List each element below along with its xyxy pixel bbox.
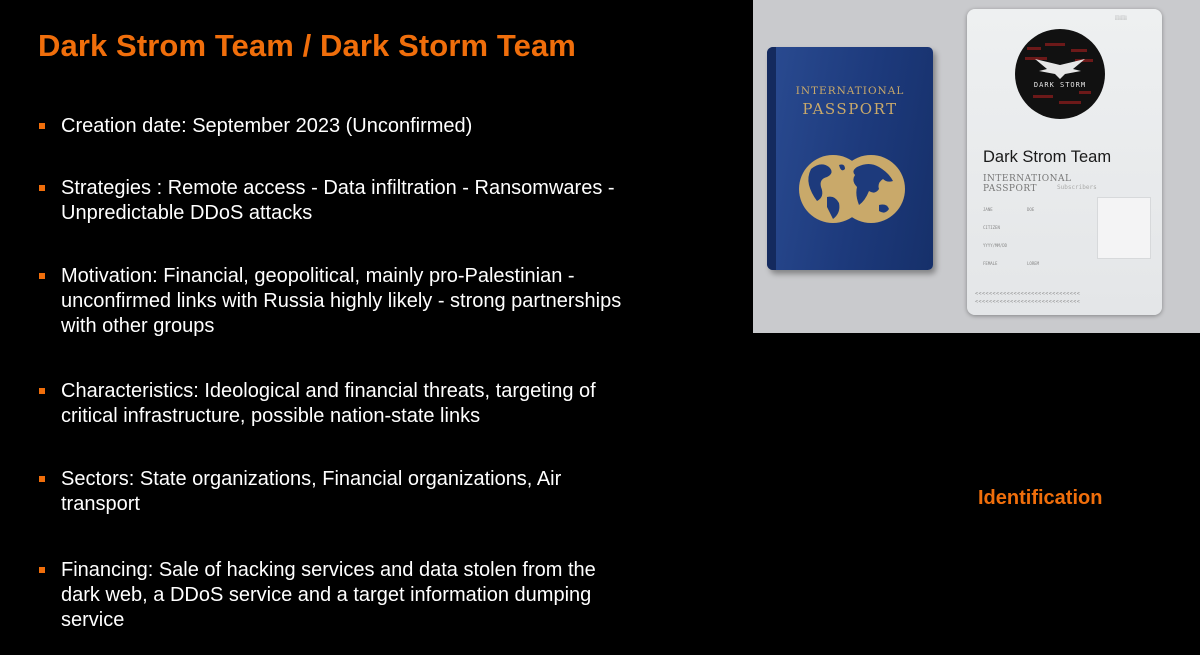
identification-label: Identification xyxy=(978,487,1103,509)
bullet-motivation xyxy=(38,264,738,339)
bullet-marker xyxy=(39,123,45,129)
field-nationality: CITIZEN xyxy=(983,225,1000,230)
mrz-line-2: <<<<<<<<<<<<<<<<<<<<<<<<<<<<<< xyxy=(975,299,1081,305)
globe-icon xyxy=(767,47,933,270)
bullet-marker xyxy=(39,476,45,482)
id-card xyxy=(967,9,1162,315)
bullet-line: Strategies : Remote access - Data infiltration - Ransomwares - xyxy=(61,177,615,199)
dark-storm-logo xyxy=(1015,29,1105,119)
passport-cover-title-line1: INTERNATIONAL xyxy=(795,85,905,97)
bullet-marker xyxy=(39,388,45,394)
eagle-icon xyxy=(1015,29,1105,119)
passport-photo xyxy=(753,0,1200,333)
bullet-line: dark web, a DDoS service and a target information dumping xyxy=(61,584,592,606)
bullet-line: Financing: Sale of hacking services and data stolen from the xyxy=(61,559,596,581)
photo-placeholder xyxy=(1097,197,1151,259)
card-doc-title-line2: PASSPORT xyxy=(983,184,1037,194)
card-doc-title-line1: INTERNATIONAL xyxy=(983,174,1072,184)
field-surname: DOE xyxy=(1027,207,1035,212)
bullet-marker xyxy=(39,273,45,279)
bullet-line: Sectors: State organizations, Financial organizations, Air xyxy=(61,468,562,490)
bullet-line: Motivation: Financial, geopolitical, mainly pro-Palestinian - xyxy=(61,265,575,287)
logo-text: DARK STORM xyxy=(1033,81,1087,89)
bullet-line: transport xyxy=(61,493,140,515)
passport-cover xyxy=(767,47,933,270)
bullet-line: critical infrastructure, possible nation-state links xyxy=(61,405,481,427)
card-overlay-text: Subscribers xyxy=(1057,184,1097,191)
bullet-line: unconfirmed links with Russia highly likely - strong partnerships xyxy=(61,290,622,312)
field-sex: FEMALE xyxy=(983,261,998,266)
mrz-line-1: <<<<<<<<<<<<<<<<<<<<<<<<<<<<<< xyxy=(975,291,1081,297)
bullet-characteristics xyxy=(38,379,738,429)
bullet-creation-date xyxy=(38,114,738,139)
field-birth-date: YYYY/MM/DD xyxy=(983,243,1008,248)
card-number: ░░░░░ xyxy=(1115,15,1128,20)
bullet-line: Creation date: September 2023 (Unconfirmed) xyxy=(61,115,473,137)
bullet-line: with other groups xyxy=(61,315,215,337)
bullet-sectors xyxy=(38,467,738,517)
bullet-line: Characteristics: Ideological and financial threats, targeting of xyxy=(61,380,596,402)
field-given-name: JANE xyxy=(983,207,993,212)
card-team-name: Dark Strom Team xyxy=(983,148,1112,166)
bullet-line: service xyxy=(61,609,125,631)
slide-title: Dark Strom Team / Dark Storm Team xyxy=(38,28,576,63)
bullet-line: Unpredictable DDoS attacks xyxy=(61,202,313,224)
field-place: LOREM xyxy=(1027,261,1040,266)
bullet-strategies xyxy=(38,176,738,226)
bullet-marker xyxy=(39,567,45,573)
bullet-marker xyxy=(39,185,45,191)
bullet-financing xyxy=(38,558,738,633)
passport-cover-title-line2: PASSPORT xyxy=(802,100,898,118)
